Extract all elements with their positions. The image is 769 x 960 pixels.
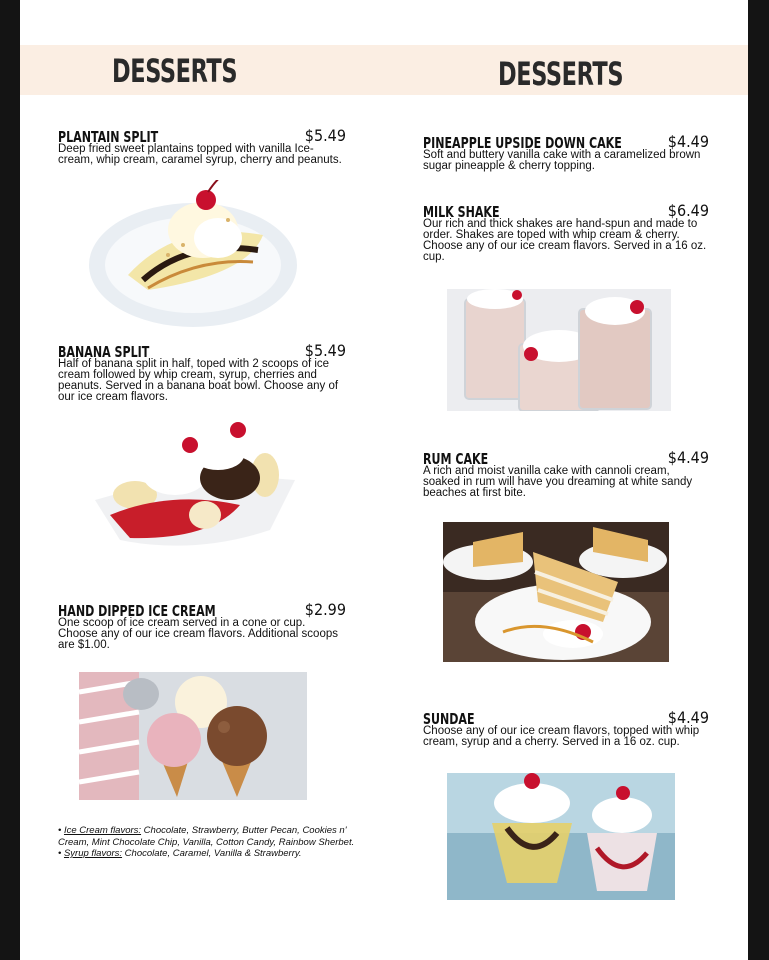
- item-price: $2.99: [304, 600, 346, 619]
- flavor-notes: [58, 825, 358, 860]
- menu-page: [20, 0, 748, 960]
- item-description: Deep fried sweet plantains topped with vanilla Ice-cream, whip cream, caramel syrup, cherry and peanuts.: [58, 143, 342, 166]
- item-price: $4.49: [667, 132, 709, 151]
- item-description: Choose any of our ice cream flavors, topped with whip cream, syrup and a cherry. Served in a 16 oz. cup.: [423, 725, 700, 748]
- item-description: Soft and buttery vanilla cake with a caramelized brown sugar pineapple & cherry topping.: [423, 149, 701, 172]
- rum-cake-photo: [443, 522, 669, 662]
- ice-cream-flavors-list: Chocolate, Strawberry, Butter Pecan, Cookies n' Cream, Mint Chocolate Chip, Vanilla, Cotton Candy, Rainbow Sherbet.: [58, 825, 355, 848]
- item-name: BANANA SPLIT: [58, 343, 150, 361]
- item-description: Our rich and thick shakes are hand-spun and made to order. Shakes are toped with whip cream & cherry. Choose any of our ice cream flavors. Served in a 16 oz. cup.: [423, 218, 707, 263]
- sundae-photo: [447, 773, 675, 900]
- ice-cream-flavors-label: Ice Cream flavors:: [63, 825, 142, 836]
- item-name: PINEAPPLE UPSIDE DOWN CAKE: [423, 134, 622, 152]
- syrup-flavors-note: • Syrup flavors: Chocolate, Caramel, Vanilla & Strawberry.: [58, 848, 302, 859]
- ice-cream-cones-photo: [79, 672, 307, 800]
- syrup-flavors-list: Chocolate, Caramel, Vanilla & Strawberry.: [122, 848, 302, 859]
- item-price: $6.49: [667, 201, 709, 220]
- syrup-flavors-label: Syrup flavors:: [63, 848, 123, 859]
- item-name: MILK SHAKE: [423, 203, 500, 221]
- item-price: $5.49: [304, 341, 346, 360]
- item-description: A rich and moist vanilla cake with cannoli cream, soaked in rum will have you dreaming at white sandy beaches at first bite.: [423, 465, 693, 499]
- item-description: Half of banana split in half, toped with 2 scoops of ice cream followed by whip cream, syrup, cherries and peanuts. Served in a banana boat bowl. Choose any of our ice cream flavors.: [58, 358, 339, 403]
- banana-split-photo: [90, 420, 300, 555]
- item-name: RUM CAKE: [423, 450, 489, 468]
- left-column-title: DESSERTS: [112, 52, 238, 90]
- right-column-title: DESSERTS: [498, 55, 624, 93]
- item-name: SUNDAE: [423, 710, 475, 728]
- item-name: PLANTAIN SPLIT: [58, 128, 159, 146]
- item-price: $4.49: [667, 708, 709, 727]
- item-price: $5.49: [304, 126, 346, 145]
- ice-cream-flavors-note: • Ice Cream flavors: Chocolate, Strawberry, Butter Pecan, Cookies n' Cream, Mint Chocolate Chip, Vanilla, Cotton Candy, Rainbow Sherbet.: [58, 825, 355, 848]
- item-name: HAND DIPPED ICE CREAM: [58, 602, 216, 620]
- milk-shake-photo: [447, 289, 671, 411]
- item-description: One scoop of ice cream served in a cone or cup. Choose any of our ice cream flavors. Additional scoops are $1.00.: [58, 617, 338, 651]
- plantain-split-photo: [88, 180, 298, 330]
- item-price: $4.49: [667, 448, 709, 467]
